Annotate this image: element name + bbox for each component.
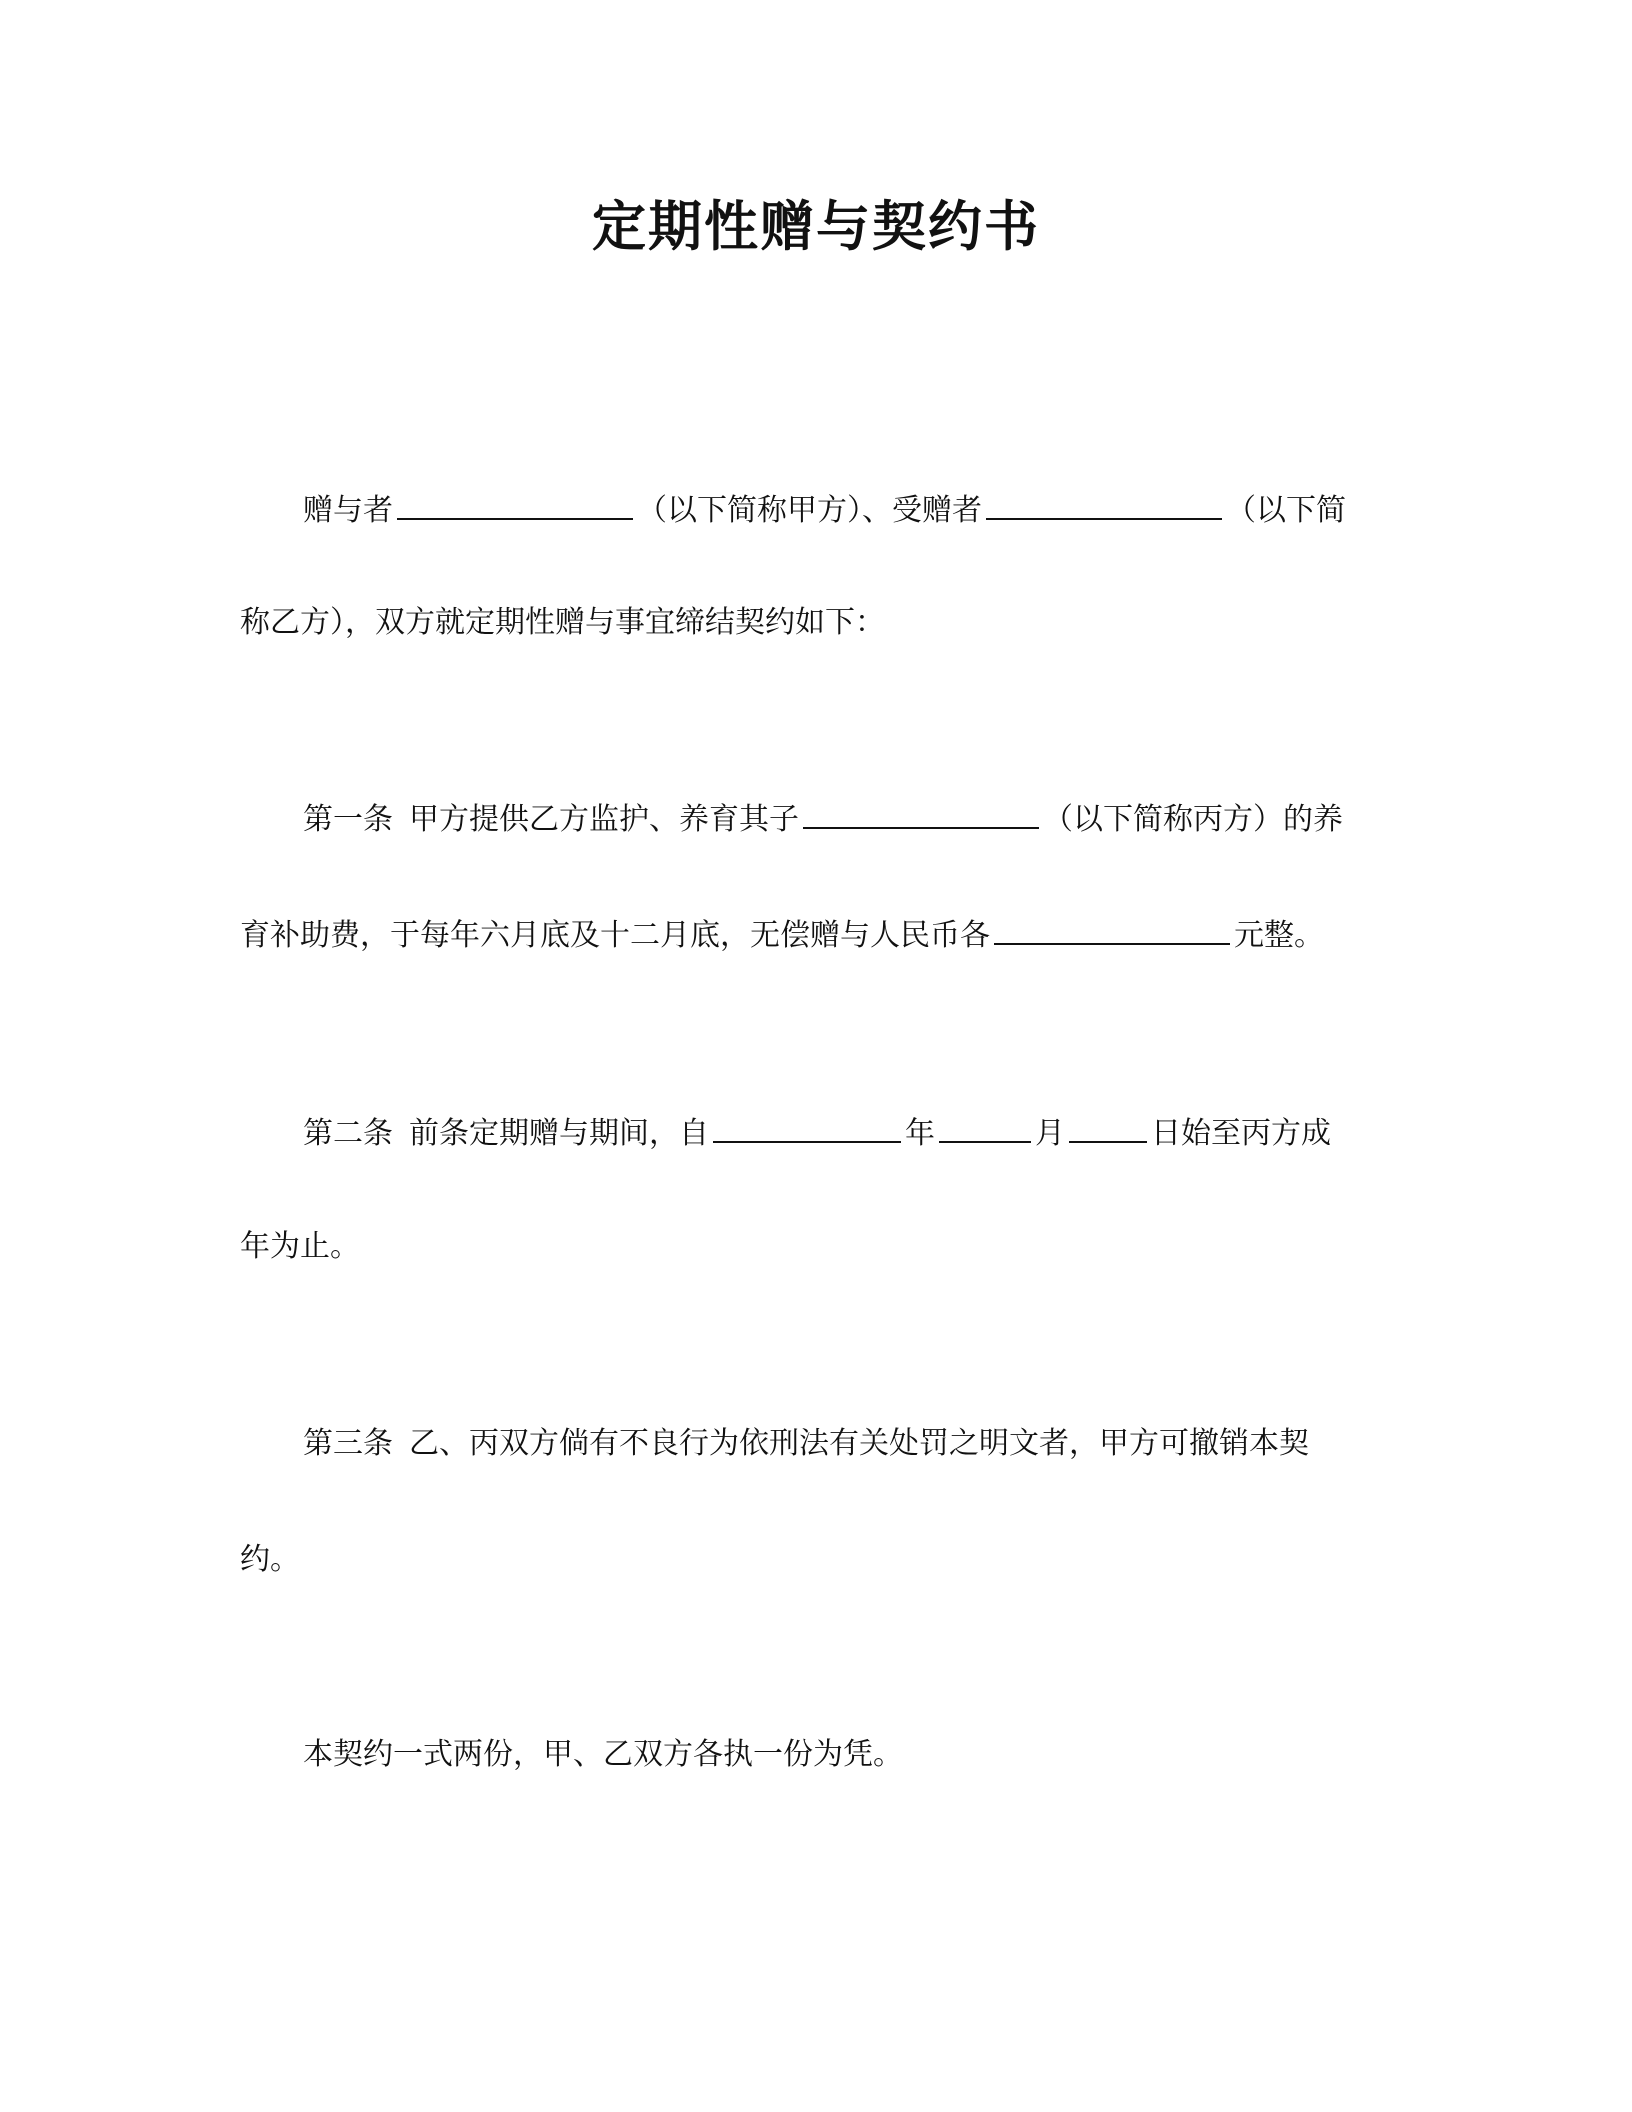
intro-line-2-text: 称乙方），双方就定期性赠与事宜缔结契约如下： xyxy=(240,605,885,640)
article-2-text-b: 日始至丙方成 xyxy=(1151,1116,1331,1151)
article-3-text-b: 约。 xyxy=(240,1542,300,1577)
donor-name-field[interactable] xyxy=(397,488,633,520)
article-3-line-2 xyxy=(240,1540,300,1580)
article-1-label: 第一条 xyxy=(303,802,393,837)
article-1-text-c: 育补助费，于每年六月底及十二月底，无偿赠与人民币各 xyxy=(240,918,990,953)
article-2-text-a: 前条定期赠与期间，自 xyxy=(409,1116,709,1151)
intro-line-1 xyxy=(303,488,1346,531)
child-name-field[interactable] xyxy=(803,797,1039,829)
article-2-text-c: 年为止。 xyxy=(240,1229,360,1264)
month-label: 月 xyxy=(1035,1116,1065,1151)
article-2-label: 第二条 xyxy=(303,1116,393,1151)
page-title: 定期性赠与契约书 xyxy=(592,195,1040,258)
article-3-text-a: 乙、丙双方倘有不良行为依刑法有关处罚之明文者，甲方可撤销本契 xyxy=(409,1426,1309,1461)
start-year-field[interactable] xyxy=(713,1111,901,1143)
article-1-text-d: 元整。 xyxy=(1234,918,1324,953)
article-3-line-1 xyxy=(303,1424,1309,1464)
intro-abbrev-start: （以下简 xyxy=(1226,493,1346,528)
start-month-field[interactable] xyxy=(939,1111,1031,1143)
article-2-line-2 xyxy=(240,1227,360,1267)
intro-line-2 xyxy=(240,603,885,643)
year-label: 年 xyxy=(905,1116,935,1151)
article-2-line-1 xyxy=(303,1111,1331,1154)
donee-name-field[interactable] xyxy=(986,488,1222,520)
amount-field[interactable] xyxy=(994,913,1230,945)
article-3-label: 第三条 xyxy=(303,1426,393,1461)
intro-donor-label: 赠与者 xyxy=(303,493,393,528)
article-1-text-b: （以下简称丙方）的养 xyxy=(1043,802,1343,837)
closing-text: 本契约一式两份，甲、乙双方各执一份为凭。 xyxy=(303,1737,903,1772)
intro-donee-label: （以下简称甲方）、受赠者 xyxy=(637,493,982,528)
start-day-field[interactable] xyxy=(1069,1111,1147,1143)
closing-line xyxy=(303,1735,903,1775)
article-1-line-2 xyxy=(240,913,1324,956)
article-1-text-a: 甲方提供乙方监护、养育其子 xyxy=(409,802,799,837)
article-1-line-1 xyxy=(303,797,1343,840)
